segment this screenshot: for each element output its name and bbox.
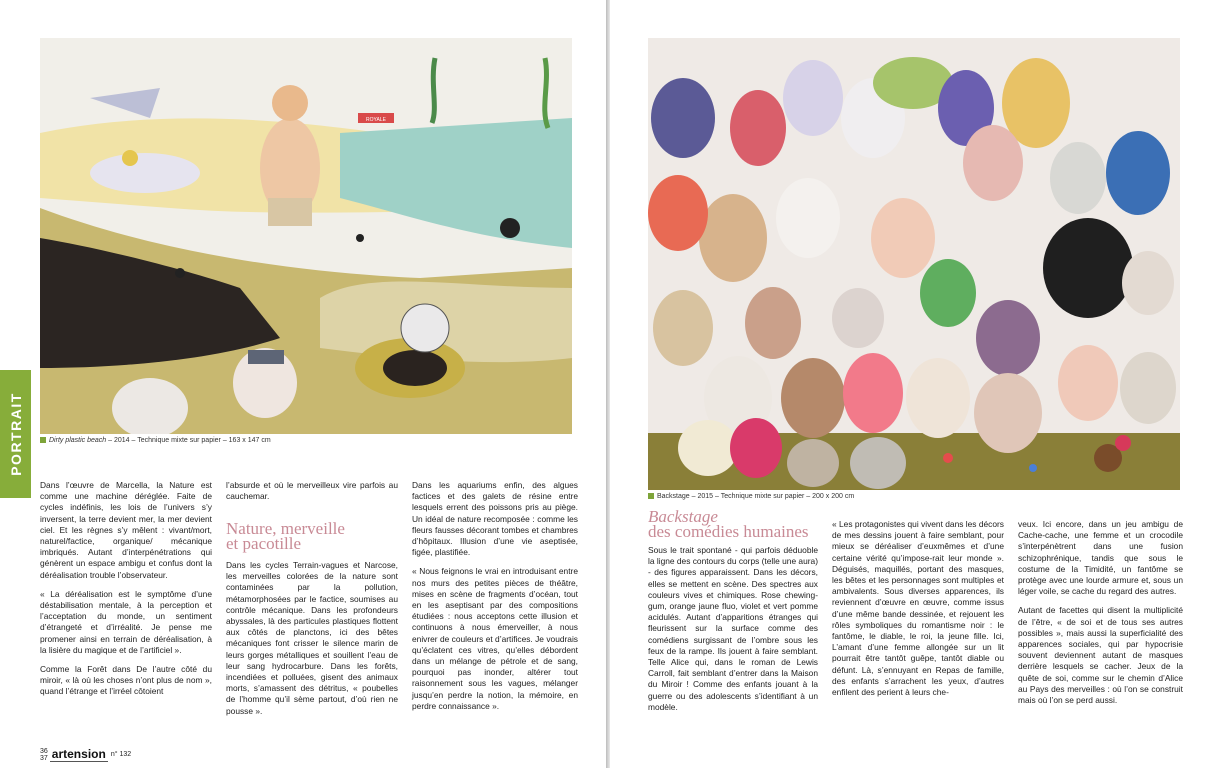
subhead-line2: des comédies humaines [648, 522, 809, 541]
paragraph: Dans l’œuvre de Marcella, la Nature est comme une machine déréglée. Faite de cycles indéfinis, les lois de l’univers s’y inversent, la terre devient mer, la mer devient ciel. Et les règnes s’y mêlent : vivant/mort, naturel/factice, organique/ mécanique imbriqués. Autant d’interpénétrations qui génèrent un espace ambigu et confus dont la déréalisation trouble l’observateur. [40, 480, 212, 580]
paragraph: Dans les cycles Terrain-vagues et Narcose, les merveilles colorées de la nature sont contaminées par la pollution, métamorphosées par le factice, soumises au contrôle mécanique. Dans les profondeurs abyssales, là des particules plastiques flottent aux côtés de planctons, ici des bêtes mécaniques font crisser le silence marin de leurs gorges métalliques et souillent l’eau de leur sang hydrocarbure. Dans les forêts, incendiées et polluées, gisent des animaux morts, s’amassent des détritus, « poubelles de l’homme qu’il sème partout, d’où rien ne pousse ». [226, 560, 398, 716]
paragraph: l’absurde et où le merveilleux vire parfois au cauchemar. [226, 480, 398, 502]
right-page [610, 0, 1218, 768]
subhead-line2: et pacotille [226, 534, 302, 553]
text-column-4 [648, 545, 818, 721]
paragraph: « Les protagonistes qui vivent dans les décors de mes dessins jouent à faire semblant, pour mieux se déréaliser d’euxmêmes et d’une certaine vérité qu’impose-rait leur monde ». Déguisés, maquillés, portant des masques, les bêtes et les personnages sont multiples et ambivalents. Sous diverses apparences, ils reviennent d’œuvre en œuvre, comme issus d’une même bande dessinée, et rejouent les rôles symboliques du romantisme noir : le fantôme, le diable, le roi, la jeune fille. Ici, L’amant d’une femme allongée sur un lit pourrait être tantôt guêpe, tantôt diable ou défunt. Là, s’ennuyant en Repas de famille, des enfants s’arrachent les yeux, d’autres enfilent des perient à leurs che- [832, 519, 1004, 698]
caption-marker-icon [648, 493, 654, 499]
section-label: PORTRAIT [7, 392, 24, 476]
paragraph: Comme la Forêt dans De l’autre côté du miroir, « là où les choses n’ont plus de nom », quand l’étrange et l’irréel côtoient [40, 664, 212, 697]
left-page [0, 0, 606, 768]
issue-number: n° 132 [110, 751, 132, 758]
image2-details: – 2015 – Technique mixte sur papier – 200 x 200 cm [689, 493, 855, 500]
magazine-logo: artension [51, 747, 106, 761]
paragraph: Dans les aquariums enfin, des algues factices et des galets de résine entre lesquels errent des poissons pris au piège. Un idéal de nature recomposée : comme les fleurs fausses décorant tombes et chambres d’hôpitaux. Illusion d’une vie aseptisée, figée, plastifiée. [412, 480, 578, 558]
page-number-right: 37 [40, 754, 48, 762]
image1-caption [40, 437, 271, 444]
image2-caption [648, 493, 854, 500]
text-column-1 [40, 480, 212, 706]
text-column-3 [412, 480, 578, 720]
paragraph: « Nous feignons le vrai en introduisant entre nos murs des petites pièces de théâtre, mises en scène de fragments d’océan, tout en les aseptisant par des compositions étudiées : nous acceptons cette illusion et continuons à nous émerveiller, à nous enivrer de couleurs et d’artifices. Je voudrais qu’éclatent ces vitres, qu’elles débordent dans un mélange de pétrole et de sang, pourquoi pas inonder, altérer tout raisonnement sous les vagues, mélanger jusqu’en perdre la notion, la mémoire, en perdre connaissance ». [412, 566, 578, 711]
section-tab [0, 370, 31, 498]
image2-title: Backstage [657, 493, 690, 500]
image1-details: – 2014 – Technique mixte sur papier – 163 x 147 cm [106, 437, 271, 444]
text-column-6 [1018, 519, 1183, 714]
image1-title: Dirty plastic beach [49, 437, 107, 444]
text-column-2 [226, 480, 398, 510]
subhead-nature [226, 521, 345, 551]
page-number-left: 36 [40, 747, 48, 755]
paragraph: veux. Ici encore, dans un jeu ambigu de Cache-cache, une femme et un crocodile s’interpénètrent dans une fusion schizophrénique, tandis que sous le costume de la Timidité, un fantôme se protège avec une lourde armure et, sous un léger voile, se cache du regard des autres. [1018, 519, 1183, 597]
artwork-backstage [648, 38, 1180, 490]
subhead-backstage [648, 509, 809, 539]
caption-marker-icon [40, 437, 46, 443]
artwork-dirty-plastic-beach [40, 38, 572, 434]
text-column-2-body [226, 560, 398, 725]
subhead-line1: Nature, merveille [226, 519, 345, 538]
subhead-line1: Backstage [648, 507, 718, 526]
paragraph: Sous le trait spontané - qui parfois déduoble la ligne des contours du corps (telle une aura) - des figures apparaissent. Dans les décors, elles se mettent en scène. Des spectres aux couleurs vives et chimiques. Rose chewing-gum, orange jaune fluo, violet et vert pomme acidulés. Autant d’apparitions étranges qui fleurissent sur la surface comme des comédiens surgissant de l’ombre sous les feux de la rampe. Ils jouent à faire semblant. Telle Alice qui, dans le roman de Lewis Carroll, fait semblant d’entrer dans la Maison du Miroir ! Comme des enfants jouant à la guerre ou des adolescents s’identifiant à un modèle. [648, 545, 818, 712]
folio [40, 747, 131, 762]
page-numbers [40, 748, 48, 762]
royale-sign: ROYALE [366, 117, 386, 123]
paragraph: Autant de facettes qui disent la multiplicité de l’être, « de soi et de tous ses autres possibles », mais aussi la superficialité des apparences sociales, qui par hypocrisie souvent deviennent autant de masques derrière lesquels se cacher. Jeux de la quête de soi, comme sur le chemin d’Alice au Pays des merveilles : où l’on se construit mais où l’on se perd aussi. [1018, 605, 1183, 706]
text-column-5 [832, 519, 1004, 706]
paragraph: « La déréalisation est le symptôme d’une déstabilisation mentale, à la perception et l’acceptation du monde, un sentiment d’étrangeté et d’irréalité. Je pense me promener ainsi en terrain de déréalisation, à la lisière du magique et de l’artificiel ». [40, 588, 212, 655]
